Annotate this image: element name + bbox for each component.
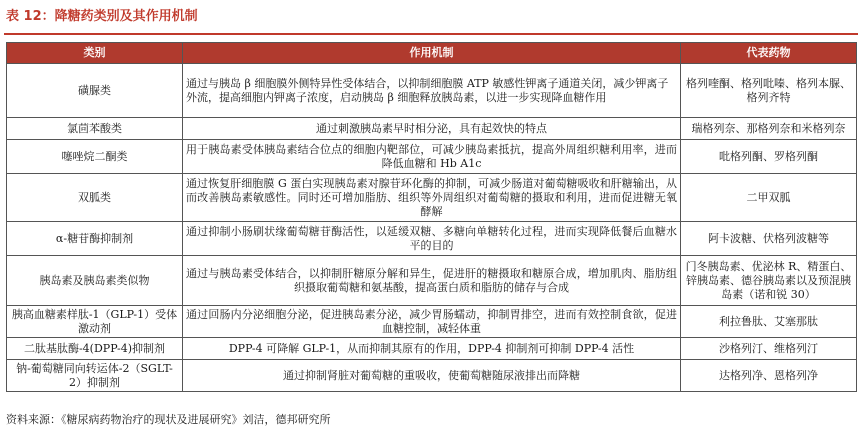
row-category: 氯茴苯酸类	[7, 118, 183, 140]
table-row	[7, 222, 857, 256]
table-row	[7, 306, 857, 338]
row-category: 磺脲类	[7, 64, 183, 118]
header-mechanism: 作用机制	[183, 43, 681, 64]
table-title: 表 12：降糖药类别及其作用机制	[6, 9, 198, 24]
row-representative: 达格列净、恩格列净	[681, 360, 857, 392]
row-mechanism: 通过刺激胰岛素早时相分泌，具有起效快的特点	[183, 118, 681, 140]
row-mechanism: 通过抑制肾脏对葡萄糖的重吸收，使葡萄糖随尿液排出而降糖	[183, 360, 681, 392]
row-category: 二肽基肽酶-4(DPP-4)抑制剂	[7, 338, 183, 360]
row-mechanism: 通过与胰岛 β 细胞膜外侧特异性受体结合，以抑制细胞膜 ATP 敏感性钾离子通道关闭，减少钾离子外流，提高细胞内钾离子浓度，启动胰岛 β 细胞释放胰岛素，以进一步实现降血糖作用	[183, 64, 681, 118]
table-row	[7, 338, 857, 360]
source-note: 资料来源：《糖尿病药物治疗的现状及进展研究》刘洁，德邦研究所	[6, 413, 331, 426]
row-representative: 利拉鲁肽、艾塞那肽	[681, 306, 857, 338]
table-row	[7, 256, 857, 306]
row-category: 双胍类	[7, 174, 183, 222]
row-representative: 格列喹酮、格列吡嗪、格列本脲、格列齐特	[681, 64, 857, 118]
row-category: 胰高血糖素样肽-1（GLP-1）受体激动剂	[7, 306, 183, 338]
row-representative: 二甲双胍	[681, 174, 857, 222]
table-row	[7, 64, 857, 118]
row-mechanism: 用于胰岛素受体胰岛素结合位点的细胞内靶部位，可减少胰岛素抵抗，提高外周组织糖利用率，进而降低血糖和 Hb A1c	[183, 140, 681, 174]
row-category: 胰岛素及胰岛素类似物	[7, 256, 183, 306]
row-category: 钠-葡萄糖同向转运体-2（SGLT-2）抑制剂	[7, 360, 183, 392]
row-mechanism: DPP-4 可降解 GLP-1，从而抑制其原有的作用，DPP-4 抑制剂可抑制 DPP-4 活性	[183, 338, 681, 360]
table-header-row	[7, 43, 857, 64]
drug-mechanism-table	[6, 42, 857, 392]
row-representative: 阿卡波糖、伏格列波糖等	[681, 222, 857, 256]
row-representative: 瑞格列奈、那格列奈和米格列奈	[681, 118, 857, 140]
row-mechanism: 通过抑制小肠刷状缘葡萄糖苷酶活性，以延缓双糖、多糖向单糖转化过程，进而实现降低餐后血糖水平的目的	[183, 222, 681, 256]
row-mechanism: 通过恢复肝细胞膜 G 蛋白实现胰岛素对腺苷环化酶的抑制，可减少肠道对葡萄糖吸收和肝糖输出，从而改善胰岛素敏感性。同时还可增加脂肪、组织等外周组织对葡萄糖的摄取和利用，进而促进糖无氧酵解	[183, 174, 681, 222]
header-category: 类别	[7, 43, 183, 64]
header-representative: 代表药物	[681, 43, 857, 64]
row-representative: 沙格列汀、维格列汀	[681, 338, 857, 360]
table-row	[7, 118, 857, 140]
row-representative: 门冬胰岛素、优泌林 R、精蛋白、锌胰岛素、德谷胰岛素以及预混胰岛素（诺和锐 30）	[681, 256, 857, 306]
row-representative: 吡格列酮、罗格列酮	[681, 140, 857, 174]
row-category: 噻唑烷二酮类	[7, 140, 183, 174]
table-row	[7, 360, 857, 392]
title-divider	[4, 33, 858, 35]
row-mechanism: 通过回肠内分泌细胞分泌，促进胰岛素分泌，减少胃肠蠕动，抑制胃排空，进而有效控制食欲，促进血糖控制，减轻体重	[183, 306, 681, 338]
row-category: α-糖苷酶抑制剂	[7, 222, 183, 256]
table-row	[7, 140, 857, 174]
table-row	[7, 174, 857, 222]
row-mechanism: 通过与胰岛素受体结合，以抑制肝糖原分解和异生，促进肝的糖摄取和糖原合成，增加肌肉、脂肪组织摄取葡萄糖和氨基酸，提高蛋白质和脂肪的储存与合成	[183, 256, 681, 306]
